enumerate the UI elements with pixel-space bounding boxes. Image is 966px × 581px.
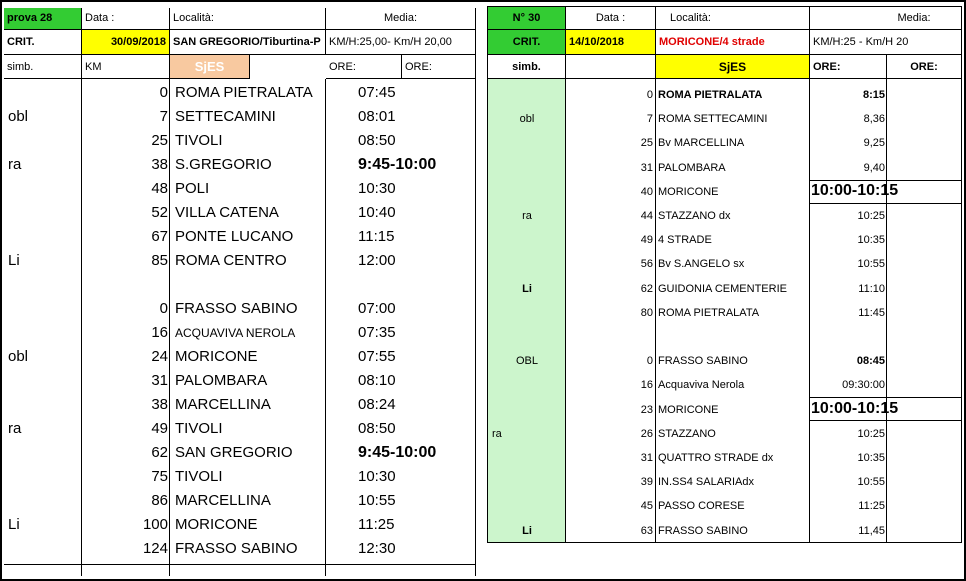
left-time-cell: 08:24 [358, 396, 396, 413]
left-sjes-header: SjES [170, 55, 250, 79]
right-km-cell: 49 [640, 234, 653, 247]
right-race-id: N° 30 [488, 7, 566, 30]
right-time-cell: 11,45 [858, 524, 885, 537]
left-data-label: Data : [82, 8, 170, 30]
right-time-cell: 10:00-10:15 [811, 181, 899, 199]
right-km-cell: 0 [646, 355, 653, 368]
left-time-cell: 07:35 [358, 324, 396, 341]
right-simb-cell: ra [522, 210, 532, 222]
right-table-row [488, 301, 961, 325]
right-table-row [488, 446, 961, 470]
left-km-cell: 86 [151, 492, 168, 509]
left-time-cell: 11:15 [358, 228, 395, 245]
right-km-cell: 39 [640, 476, 653, 489]
left-localita-label: Località: [170, 8, 326, 30]
right-km-cell: 31 [640, 161, 653, 174]
right-km-cell: 63 [640, 524, 653, 537]
right-place-cell: ROMA PIETRALATA [658, 89, 763, 101]
left-km-cell: 85 [151, 252, 168, 269]
left-km-cell: 48 [151, 180, 168, 197]
right-km-cell: 16 [640, 379, 653, 392]
left-time-cell: 9:45-10:00 [358, 444, 437, 461]
right-km-cell: 31 [640, 452, 653, 464]
right-km-cell: 56 [640, 258, 653, 271]
right-simb-cell: ra [492, 427, 502, 440]
right-place-cell: 4 STRADE [658, 234, 712, 247]
right-place-cell: MORICONE [658, 403, 719, 416]
left-table-row [4, 369, 476, 393]
left-table-row [4, 129, 476, 153]
left-km-cell: 7 [159, 108, 168, 125]
left-table-row [4, 345, 476, 369]
right-time-cell: 09:30:00 [842, 379, 885, 392]
left-date-value[interactable]: 30/09/2018 [82, 30, 170, 55]
left-race-id: prova 28 [4, 8, 82, 30]
right-km-cell: 45 [640, 500, 653, 513]
right-place-cell: STAZZANO dx [658, 210, 731, 222]
right-place-cell: FRASSO SABINO [658, 355, 748, 368]
left-place-cell: MARCELLINA [175, 492, 271, 509]
right-range-box-1 [810, 180, 961, 204]
left-place-cell: TIVOLI [175, 420, 223, 437]
right-place-cell: ROMA SETTECAMINI [658, 113, 768, 126]
left-time-cell: 10:55 [358, 492, 396, 509]
right-km-cell: 62 [640, 282, 653, 295]
right-place-cell: Acquaviva Nerola [658, 379, 745, 392]
left-time-cell: 07:45 [358, 84, 396, 101]
right-time-cell: 9,25 [863, 137, 885, 150]
left-place-cell: S.GREGORIO [175, 156, 272, 173]
left-table-row [4, 177, 476, 201]
left-table-row [4, 273, 476, 297]
left-time-cell: 08:10 [358, 372, 396, 389]
right-km-header-empty [566, 55, 656, 79]
left-speed-value[interactable]: KM/H:25,00- Km/H 20,00 [326, 30, 476, 55]
left-simb-cell: Li [8, 252, 20, 269]
left-time-cell: 11:25 [358, 516, 395, 533]
right-place-cell: MORICONE [658, 185, 719, 198]
right-km-cell: 0 [646, 89, 653, 101]
right-place-cell: QUATTRO STRADE dx [658, 452, 774, 464]
right-place-cell: ROMA PIETRALATA [658, 306, 760, 319]
right-simb-cell: OBL [515, 355, 538, 368]
left-time-cell: 12:00 [358, 252, 396, 269]
right-table-row [488, 252, 961, 276]
right-time-cell: 8:15 [862, 89, 885, 101]
right-simb-cell: Li [522, 282, 532, 295]
left-time-cell: 08:01 [358, 108, 396, 125]
left-time-cell: 08:50 [358, 420, 396, 437]
left-bottom-line [4, 564, 476, 565]
left-table-row [4, 153, 476, 177]
left-table-row [4, 321, 476, 345]
left-table-row [4, 201, 476, 225]
right-place-cell: Bv MARCELLINA [658, 137, 745, 150]
right-place-cell: STAZZANO [658, 427, 716, 440]
left-time-cell: 12:30 [358, 540, 396, 557]
left-place-cell: ROMA PIETRALATA [175, 84, 313, 101]
left-place-cell: TIVOLI [175, 132, 223, 149]
left-table-row [4, 465, 476, 489]
left-km-cell: 52 [151, 204, 168, 221]
right-table-row [488, 470, 961, 494]
right-place-cell: FRASSO SABINO [658, 524, 748, 537]
right-table-row [488, 373, 961, 397]
right-media-label: Media: [810, 7, 961, 30]
left-km-cell: 0 [159, 300, 168, 317]
left-km-cell: 24 [151, 348, 168, 365]
left-place-cell: VILLA CATENA [175, 204, 279, 221]
left-place-cell: MORICONE [175, 516, 258, 533]
right-table-row [488, 156, 961, 180]
right-sjes-header: SjES [656, 55, 810, 79]
left-km-cell: 49 [151, 420, 168, 437]
left-place-cell: FRASSO SABINO [175, 540, 298, 557]
left-table-row [4, 105, 476, 129]
left-place-cell: MARCELLINA [175, 396, 271, 413]
left-km-cell: 62 [151, 444, 168, 461]
right-place-cell: Bv S.ANGELO sx [658, 258, 745, 271]
right-place-cell: PALOMBARA [658, 161, 726, 174]
right-time-cell: 9,40 [863, 161, 885, 174]
right-km-cell: 26 [640, 427, 653, 440]
right-km-cell: 25 [640, 137, 653, 150]
left-table-row [4, 417, 476, 441]
left-km-cell: 124 [142, 540, 168, 557]
right-table-row [488, 519, 961, 543]
left-time-cell: 07:00 [358, 300, 396, 317]
left-time-cell: 10:40 [358, 204, 396, 221]
right-time-cell: 11:25 [858, 500, 885, 513]
right-table-row [488, 107, 961, 131]
left-place-cell: FRASSO SABINO [175, 300, 298, 317]
right-table-row [488, 228, 961, 252]
left-km-header: KM [82, 55, 170, 79]
left-time-cell: 07:55 [358, 348, 396, 365]
right-km-cell: 80 [640, 306, 653, 319]
left-place-cell: PONTE LUCANO [175, 228, 294, 245]
left-time-cell: 9:45-10:00 [358, 156, 437, 173]
right-table-row [488, 494, 961, 518]
right-table-row [488, 422, 961, 446]
left-km-cell: 16 [151, 324, 168, 341]
left-table-row [4, 537, 476, 561]
right-simb-header: simb. [488, 55, 566, 79]
left-place-cell: MORICONE [175, 348, 258, 365]
right-time-cell: 10:55 [857, 258, 885, 271]
right-range-box-2 [810, 397, 961, 421]
left-table-row [4, 513, 476, 537]
right-time-cell: 10:25 [857, 427, 885, 440]
right-time-cell: 10:35 [857, 452, 885, 464]
left-km-cell: 25 [151, 132, 168, 149]
left-place-cell: POLI [175, 180, 210, 197]
right-date-value[interactable]: 14/10/2018 [566, 30, 656, 55]
right-speed-value[interactable]: KM/H:25 - Km/H 20 [810, 30, 961, 55]
left-km-cell: 100 [142, 516, 168, 533]
right-crit-label: CRIT. [488, 30, 566, 55]
right-location-value[interactable]: MORICONE/4 strade [656, 30, 810, 55]
left-table-row [4, 225, 476, 249]
right-km-cell: 23 [640, 403, 653, 416]
right-place-cell: IN.SS4 SALARIAdx [658, 476, 754, 489]
left-km-cell: 31 [151, 372, 168, 389]
left-km-cell: 38 [151, 156, 168, 173]
left-simb-cell: Li [8, 516, 20, 533]
left-table-row [4, 441, 476, 465]
right-table-row [488, 277, 961, 301]
right-table-row [488, 204, 961, 228]
left-simb-cell: obl [8, 108, 29, 125]
right-time-cell: 10:25 [857, 210, 885, 222]
right-table-row [488, 131, 961, 155]
right-time-cell: 11:45 [858, 306, 885, 319]
left-km-cell: 0 [159, 84, 168, 101]
left-time-cell: 08:50 [358, 132, 396, 149]
right-localita-label: Località: [656, 7, 810, 30]
right-time-cell: 10:35 [857, 234, 885, 247]
right-ore2-header: ORE: [887, 55, 961, 79]
right-table-row [488, 83, 961, 107]
left-place-cell: SETTECAMINI [175, 108, 276, 125]
left-simb-header: simb. [4, 55, 82, 79]
left-place-cell: ROMA CENTRO [175, 252, 287, 269]
left-table-row [4, 489, 476, 513]
right-time-cell: 08:45 [856, 355, 885, 368]
right-table-row [488, 349, 961, 373]
left-place-cell: TIVOLI [175, 468, 223, 485]
left-ore2-header: ORE: [402, 55, 476, 79]
left-place-cell: SAN GREGORIO [175, 444, 293, 461]
left-km-cell: 67 [151, 228, 168, 245]
left-table-row [4, 249, 476, 273]
left-crit-label: CRIT. [4, 30, 82, 55]
right-km-cell: 7 [646, 113, 653, 126]
left-media-label: Media: [326, 8, 476, 30]
left-km-cell: 75 [151, 468, 168, 485]
right-simb-cell: Li [522, 524, 532, 537]
left-simb-cell: obl [8, 348, 29, 365]
left-table-row [4, 81, 476, 105]
left-time-cell: 10:30 [358, 468, 396, 485]
left-simb-cell: ra [8, 156, 22, 173]
right-place-cell: PASSO CORESE [658, 500, 745, 513]
left-table-row [4, 297, 476, 321]
left-table-row [4, 393, 476, 417]
right-place-cell: GUIDONIA CEMENTERIE [658, 282, 787, 295]
left-time-cell: 10:30 [358, 180, 396, 197]
right-km-cell: 40 [640, 185, 653, 198]
left-km-cell: 38 [151, 396, 168, 413]
right-time-cell: 10:00-10:15 [811, 399, 899, 417]
left-ore1-header: ORE: [326, 55, 402, 79]
right-km-cell: 44 [640, 210, 653, 222]
left-place-cell: ACQUAVIVA NEROLA [175, 326, 296, 340]
right-table-row [488, 325, 961, 349]
right-time-cell: 10:55 [857, 476, 885, 489]
left-place-cell: PALOMBARA [175, 372, 268, 389]
right-simb-cell: obl [519, 113, 535, 126]
right-time-cell: 11:10 [858, 282, 885, 295]
right-time-cell: 8,36 [863, 113, 885, 126]
left-location-value[interactable]: SAN GREGORIO/Tiburtina-P [170, 30, 326, 55]
right-ore1-header: ORE: [810, 55, 887, 79]
right-data-label: Data : [566, 7, 656, 30]
left-simb-cell: ra [8, 420, 22, 437]
